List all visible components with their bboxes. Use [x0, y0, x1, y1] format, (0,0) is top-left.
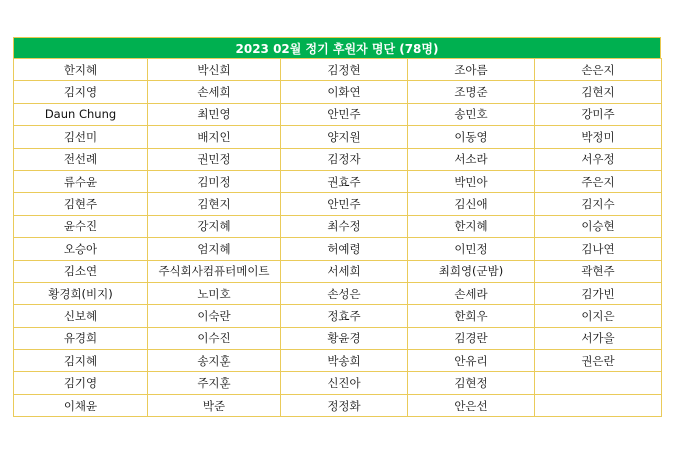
donor-cell: 곽현주 — [535, 260, 662, 282]
donor-cell: 김소연 — [14, 260, 148, 282]
donor-cell: 최민영 — [148, 103, 281, 125]
table-row — [14, 394, 662, 416]
donor-cell: 김정자 — [281, 148, 408, 170]
donor-cell: 허예령 — [281, 238, 408, 260]
donor-cell: 정효주 — [281, 305, 408, 327]
donor-cell: 김미정 — [148, 170, 281, 192]
donor-cell: 최희영(군밤) — [408, 260, 535, 282]
donor-cell: 김경란 — [408, 327, 535, 349]
table-row — [14, 238, 662, 260]
donor-cell: 박준 — [148, 394, 281, 416]
table-row — [14, 215, 662, 237]
table-row — [14, 260, 662, 282]
donor-cell: 조아름 — [408, 59, 535, 81]
donor-table-body — [14, 59, 662, 417]
table-row — [14, 327, 662, 349]
donor-cell: 조명준 — [408, 81, 535, 103]
donor-cell: 김현지 — [535, 81, 662, 103]
donor-cell: 주은지 — [535, 170, 662, 192]
donor-cell: 주식회사컴퓨터메이트 — [148, 260, 281, 282]
donor-cell: 김신애 — [408, 193, 535, 215]
donor-cell: 신진아 — [281, 372, 408, 394]
donor-cell: 이민정 — [408, 238, 535, 260]
table-row — [14, 126, 662, 148]
donor-cell: 이화연 — [281, 81, 408, 103]
donor-cell: 송민호 — [408, 103, 535, 125]
table-row — [14, 103, 662, 125]
donor-cell: 양지원 — [281, 126, 408, 148]
donor-cell: 안은선 — [408, 394, 535, 416]
donor-cell: 주지훈 — [148, 372, 281, 394]
donor-cell: Daun Chung — [14, 103, 148, 125]
donor-cell: 권은란 — [535, 350, 662, 372]
donor-cell: 황경희(비지) — [14, 282, 148, 304]
donor-cell: 강지혜 — [148, 215, 281, 237]
donor-cell: 박민아 — [408, 170, 535, 192]
donor-cell: 권효주 — [281, 170, 408, 192]
table-row — [14, 170, 662, 192]
donor-cell: 오승아 — [14, 238, 148, 260]
donor-cell: 윤수진 — [14, 215, 148, 237]
donor-cell: 박신희 — [148, 59, 281, 81]
donor-cell: 서소라 — [408, 148, 535, 170]
donor-sheet — [13, 37, 661, 417]
donor-cell: 서세희 — [281, 260, 408, 282]
donor-cell: 송지훈 — [148, 350, 281, 372]
donor-cell: 정정화 — [281, 394, 408, 416]
table-row — [14, 305, 662, 327]
donor-cell: 서가을 — [535, 327, 662, 349]
donor-cell: 최수정 — [281, 215, 408, 237]
donor-cell: 김나연 — [535, 238, 662, 260]
donor-cell: 김정현 — [281, 59, 408, 81]
donor-cell: 한지혜 — [408, 215, 535, 237]
donor-cell: 한지혜 — [14, 59, 148, 81]
donor-cell: 김현정 — [408, 372, 535, 394]
donor-cell: 유경희 — [14, 327, 148, 349]
donor-cell: 손세라 — [408, 282, 535, 304]
donor-cell: 서우정 — [535, 148, 662, 170]
donor-cell: 권민정 — [148, 148, 281, 170]
donor-cell: 전선례 — [14, 148, 148, 170]
donor-cell: 김현지 — [148, 193, 281, 215]
donor-cell — [535, 372, 662, 394]
table-row — [14, 81, 662, 103]
donor-cell: 손성은 — [281, 282, 408, 304]
donor-cell: 김기영 — [14, 372, 148, 394]
donor-cell: 김지수 — [535, 193, 662, 215]
donor-cell: 한희우 — [408, 305, 535, 327]
table-row — [14, 59, 662, 81]
donor-cell: 이채윤 — [14, 394, 148, 416]
donor-cell: 황윤경 — [281, 327, 408, 349]
donor-cell: 안민주 — [281, 193, 408, 215]
donor-cell: 안유리 — [408, 350, 535, 372]
donor-cell: 신보혜 — [14, 305, 148, 327]
donor-cell: 박송희 — [281, 350, 408, 372]
donor-cell: 배지인 — [148, 126, 281, 148]
donor-cell: 엄지혜 — [148, 238, 281, 260]
donor-cell: 이동영 — [408, 126, 535, 148]
donor-cell: 강미주 — [535, 103, 662, 125]
donor-cell: 손세희 — [148, 81, 281, 103]
donor-table — [13, 58, 662, 417]
donor-cell: 김현주 — [14, 193, 148, 215]
donor-cell: 김지영 — [14, 81, 148, 103]
donor-cell: 이승현 — [535, 215, 662, 237]
donor-cell: 류수윤 — [14, 170, 148, 192]
donor-cell: 김선미 — [14, 126, 148, 148]
table-row — [14, 282, 662, 304]
donor-cell — [535, 394, 662, 416]
sheet-title: 2023 02월 정기 후원자 명단 (78명) — [13, 37, 661, 58]
donor-cell: 노미호 — [148, 282, 281, 304]
donor-cell: 김가빈 — [535, 282, 662, 304]
table-row — [14, 148, 662, 170]
donor-cell: 이지은 — [535, 305, 662, 327]
donor-cell: 손은지 — [535, 59, 662, 81]
table-row — [14, 372, 662, 394]
table-row — [14, 193, 662, 215]
donor-cell: 박정미 — [535, 126, 662, 148]
table-row — [14, 350, 662, 372]
donor-cell: 이숙란 — [148, 305, 281, 327]
donor-cell: 이수진 — [148, 327, 281, 349]
donor-cell: 김지혜 — [14, 350, 148, 372]
donor-cell: 안민주 — [281, 103, 408, 125]
